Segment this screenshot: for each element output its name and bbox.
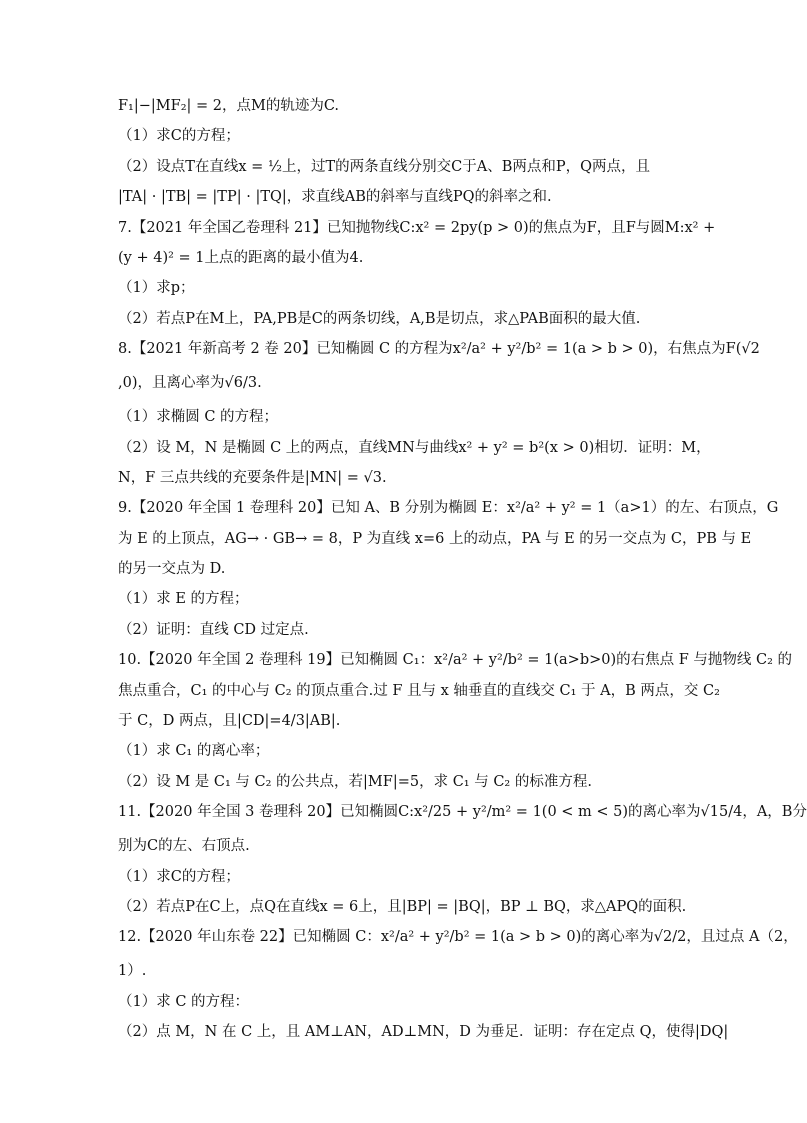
- question-8-title: 8.【2021 年新高考 2 卷 20】已知椭圆 C 的方程为x²/a² + y²/b² = 1(a > b > 0)，右焦点为F(√2: [118, 341, 760, 358]
- text-line: （2）证明：直线 CD 过定点.: [118, 621, 309, 638]
- text-line: F₁|−|MF₂| = 2，点M的轨迹为C.: [118, 98, 340, 114]
- text-line: （1）求p；: [118, 280, 195, 297]
- text-line: N，F 三点共线的充要条件是|MN| = √3.: [118, 469, 387, 486]
- text-line: （2）设 M 是 C₁ 与 C₂ 的公共点，若|MF|=5，求 C₁ 与 C₂ 的标准方程.: [118, 773, 592, 790]
- text-line: （1）求C的方程；: [118, 128, 240, 145]
- question-7-title: 7.【2021 年全国乙卷理科 21】已知抛物线C:x² = 2py(p > 0)的焦点为F，且F与圆M:x² +: [118, 219, 716, 236]
- page-content: [118, 95, 807, 1052]
- text-line: （1）求 E 的方程；: [118, 591, 249, 608]
- text-line: |TA| · |TB| = |TP| · |TQ|，求直线AB的斜率与直线PQ的斜率之和.: [118, 189, 552, 206]
- text-line: ,0)，且离心率为√6/3.: [118, 375, 262, 392]
- text-line: 焦点重合，C₁ 的中心与 C₂ 的顶点重合.过 F 且与 x 轴垂直的直线交 C₁ 于 A，B 两点，交 C₂: [118, 682, 720, 699]
- text-line: 为 E 的上顶点，AG→ · GB→ = 8，P 为直线 x=6 上的动点，PA 与 E 的另一交点为 C，PB 与 E: [118, 530, 752, 547]
- text-line: 于 C，D 两点，且|CD|=4/3|AB|.: [118, 713, 341, 730]
- text-line: （1）求 C 的方程：: [118, 993, 250, 1010]
- text-line: （2）设点T在直线x = ½上，过T的两条直线分别交C于A、B两点和P，Q两点，且: [118, 158, 651, 175]
- question-11-title: 11.【2020 年全国 3 卷理科 20】已知椭圆C:x²/25 + y²/m² = 1(0 < m < 5)的离心率为√15/4，A，B分: [118, 804, 807, 821]
- text-line: 的另一交点为 D.: [118, 561, 226, 578]
- text-line: （2）设 M，N 是椭圆 C 上的两点，直线MN与曲线x² + y² = b²(x > 0)相切．证明：M，: [118, 439, 711, 456]
- text-line: (y + 4)² = 1上点的距离的最小值为4.: [118, 249, 364, 266]
- text-line: （1）求椭圆 C 的方程；: [118, 409, 279, 426]
- text-line: （2）若点P在C上，点Q在直线x = 6上，且|BP| = |BQ|，BP ⊥ BQ，求△APQ的面积.: [118, 898, 687, 915]
- text-line: 1）.: [118, 963, 147, 980]
- question-10-title: 10.【2020 年全国 2 卷理科 19】已知椭圆 C₁：x²/a² + y²/b² = 1(a>b>0)的右焦点 F 与抛物线 C₂ 的: [118, 652, 793, 669]
- text-line: （1）求C的方程；: [118, 868, 240, 885]
- question-9-title: 9.【2020 年全国 1 卷理科 20】已知 A、B 分别为椭圆 E：x²/a² + y² = 1（a>1）的左、右顶点，G: [118, 500, 779, 517]
- text-line: （2）若点P在M上，PA,PB是C的两条切线，A,B是切点，求△PAB面积的最大值.: [118, 310, 641, 327]
- text-line: （2）点 M，N 在 C 上，且 AM⊥AN，AD⊥MN，D 为垂足．证明：存在定点 Q，使得|DQ|: [118, 1024, 729, 1041]
- text-line: 别为C的左、右顶点.: [118, 838, 250, 855]
- question-12-title: 12.【2020 年山东卷 22】已知椭圆 C：x²/a² + y²/b² = 1(a > b > 0)的离心率为√2/2，且过点 A（2，: [118, 929, 798, 946]
- text-line: （1）求 C₁ 的离心率；: [118, 743, 270, 760]
